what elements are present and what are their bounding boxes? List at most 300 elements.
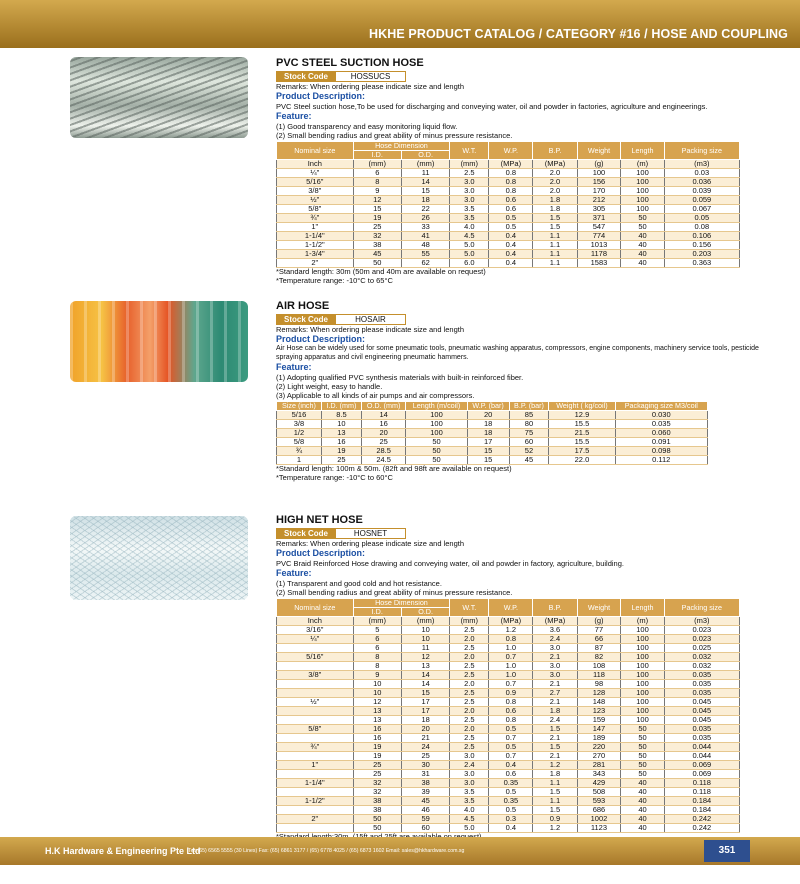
table-cell: 60 [509, 438, 549, 447]
page-number: 351 [704, 840, 750, 862]
table-cell: 5.0 [450, 824, 489, 833]
table-cell: (MPa) [489, 617, 533, 626]
table-cell: 3/8" [277, 187, 354, 196]
table-cell: 1583 [577, 259, 621, 268]
table-cell: 2.0 [533, 178, 577, 187]
table-cell: 0.106 [664, 232, 739, 241]
feature-heading: Feature: [276, 568, 312, 578]
table-cell: 14 [401, 680, 449, 689]
table-cell: 3.0 [450, 196, 489, 205]
table-cell: 1.0 [489, 671, 533, 680]
table-cell: 40 [621, 259, 664, 268]
feature-3: (3) Applicable to all kinds of air pumps and air compressors. [276, 391, 475, 400]
table-cell: 9 [353, 187, 401, 196]
table-cell: 100 [621, 689, 664, 698]
table-cell: 10 [401, 626, 449, 635]
table-cell: 18 [401, 716, 449, 725]
table-cell: 2.5 [450, 716, 489, 725]
table-cell: (m3) [664, 160, 739, 169]
table-cell: 2.5 [450, 626, 489, 635]
table-cell: 1.8 [533, 770, 577, 779]
table-cell: 50 [621, 761, 664, 770]
table-cell: ¾" [277, 214, 354, 223]
table-cell: 2.7 [533, 689, 577, 698]
table-cell: 1 [277, 456, 322, 465]
table-cell: 0.184 [664, 797, 739, 806]
table-cell: 40 [621, 779, 664, 788]
table-cell: 24.5 [361, 456, 405, 465]
table-cell: 50 [621, 734, 664, 743]
table-cell: 4.5 [450, 232, 489, 241]
table-cell: 33 [401, 223, 449, 232]
table-cell: 100 [406, 411, 467, 420]
table-cell: 1.8 [533, 707, 577, 716]
table-cell: 8 [353, 662, 401, 671]
table-cell: ½" [277, 698, 354, 707]
table-cell: 2.4 [533, 635, 577, 644]
table-cell: 593 [577, 797, 621, 806]
table-cell: 2.4 [450, 761, 489, 770]
table-cell: 19 [353, 752, 401, 761]
table-cell: 2.0 [533, 169, 577, 178]
feature-1: (1) Transparent and good cold and hot resistance. [276, 579, 442, 588]
table-cell: 3/8 [277, 420, 322, 429]
table-cell: 12.9 [549, 411, 615, 420]
table-cell: 0.069 [664, 770, 739, 779]
table-cell: 20 [467, 411, 509, 420]
table-cell: 48 [401, 241, 449, 250]
table-cell: ¾ [277, 447, 322, 456]
table-cell: 2.5 [450, 644, 489, 653]
table-cell: 2.1 [533, 680, 577, 689]
table-cell: 50 [621, 725, 664, 734]
table-cell: 40 [621, 806, 664, 815]
table-cell: 1.1 [533, 797, 577, 806]
table-cell: 4.0 [450, 223, 489, 232]
table-cell: 18 [467, 420, 509, 429]
note-temperature: *Temperature range: -10°C to 60°C [276, 472, 393, 482]
table-cell: (m) [621, 617, 664, 626]
table-cell: 3.5 [450, 205, 489, 214]
table-cell: 3/8" [277, 671, 354, 680]
table-cell: 8 [353, 178, 401, 187]
table-cell: 0.203 [664, 250, 739, 259]
table-cell: 1.5 [533, 806, 577, 815]
table-cell: ¼" [277, 635, 354, 644]
table-cell: 50 [353, 824, 401, 833]
table-cell: 60 [401, 824, 449, 833]
table-cell: 0.8 [489, 716, 533, 725]
table-cell: 0.184 [664, 806, 739, 815]
table-cell: 19 [353, 743, 401, 752]
table-cell: 1.1 [533, 250, 577, 259]
table-cell: Inch [277, 617, 354, 626]
table-cell: 3.5 [450, 214, 489, 223]
table-cell: 1-3/4" [277, 250, 354, 259]
table-cell: 50 [353, 259, 401, 268]
table-cell: 38 [353, 241, 401, 250]
section-title: AIR HOSE [276, 300, 330, 312]
table-cell: 0.5 [489, 788, 533, 797]
table-cell: ½" [277, 196, 354, 205]
contact-info: Tel: (65) 6565 5555 (30 Lines) Fax: (65) 6861 3177 / (65) 6778 4025 / (65) 6873 1602 Email: sales@hkhardware.com.sg [188, 848, 465, 854]
table-cell: 1" [277, 223, 354, 232]
table-cell: 156 [577, 178, 621, 187]
table-cell: 6 [353, 635, 401, 644]
table-cell: 21.5 [549, 429, 615, 438]
table-cell: 0.032 [664, 653, 739, 662]
table-cell: 25 [353, 770, 401, 779]
table-cell: 50 [621, 223, 664, 232]
table-cell: 15 [467, 456, 509, 465]
table-cell: 14 [361, 411, 405, 420]
table-cell: (g) [577, 160, 621, 169]
table-cell: 108 [577, 662, 621, 671]
table-cell: (mm) [353, 160, 401, 169]
table-cell: 1-1/2" [277, 797, 354, 806]
table-cell: 2.5 [450, 689, 489, 698]
note-temperature: *Temperature range: -10°C to 65°C [276, 275, 393, 285]
stock-code [276, 71, 776, 82]
table-cell: 11 [401, 169, 449, 178]
description-heading: Product Description: [276, 91, 366, 101]
col-weight: Weight [577, 142, 621, 160]
table-cell: 17 [401, 707, 449, 716]
table-cell: 0.05 [664, 214, 739, 223]
table-cell: 22 [401, 205, 449, 214]
table-cell: 2.1 [533, 653, 577, 662]
table-cell: 55 [401, 250, 449, 259]
table-cell: 0.08 [664, 223, 739, 232]
table-cell: 100 [621, 178, 664, 187]
table-cell: 1/2 [277, 429, 322, 438]
table-cell: 41 [401, 232, 449, 241]
table-cell: 14 [401, 671, 449, 680]
feature-heading: Feature: [276, 362, 312, 372]
table-cell: 100 [577, 169, 621, 178]
table-cell: 25 [353, 761, 401, 770]
col-bp: B.P. [533, 599, 577, 617]
table-cell: 1.1 [533, 779, 577, 788]
table-cell: 148 [577, 698, 621, 707]
table-cell [277, 680, 354, 689]
table-cell: 0.6 [489, 707, 533, 716]
col-wt: W.T. [450, 142, 489, 160]
col-id: I.D. [353, 608, 401, 617]
table-cell: 19 [321, 447, 361, 456]
table-cell: 3.0 [450, 770, 489, 779]
table-cell: 4.0 [450, 806, 489, 815]
table-cell: 10 [321, 420, 361, 429]
table-cell: 3.0 [533, 662, 577, 671]
table-cell: 5/16" [277, 178, 354, 187]
table-cell: 1.1 [533, 259, 577, 268]
table-cell: 16 [353, 725, 401, 734]
table-cell: 2.5 [450, 743, 489, 752]
table-cell: 100 [621, 196, 664, 205]
table-cell: 20 [401, 725, 449, 734]
table-cell: 22.0 [549, 456, 615, 465]
table-cell: 100 [621, 205, 664, 214]
table-cell: 45 [401, 797, 449, 806]
table-cell: 32 [353, 788, 401, 797]
table-cell: 170 [577, 187, 621, 196]
table-cell: 270 [577, 752, 621, 761]
table-cell: 0.6 [489, 205, 533, 214]
table-cell: 62 [401, 259, 449, 268]
table-cell: 0.4 [489, 241, 533, 250]
feature-1: (1) Adopting qualified PVC synthesis materials with built-in reinforced fiber. [276, 373, 524, 382]
table-cell: 159 [577, 716, 621, 725]
table-cell: 18 [401, 196, 449, 205]
table-cell: 0.4 [489, 250, 533, 259]
table-cell: 547 [577, 223, 621, 232]
table-cell: 1.1 [533, 241, 577, 250]
table-cell: 429 [577, 779, 621, 788]
table-cell: (mm) [450, 617, 489, 626]
table-cell: ¼" [277, 169, 354, 178]
stock-code [276, 528, 776, 539]
table-cell: 100 [621, 716, 664, 725]
table-cell: 75 [509, 429, 549, 438]
table-cell: 13 [321, 429, 361, 438]
table-cell: 40 [621, 241, 664, 250]
table-cell: 98 [577, 680, 621, 689]
remarks: Remarks: When ordering please indicate size and length [276, 539, 465, 548]
table-cell: 0.067 [664, 205, 739, 214]
table-cell: 1123 [577, 824, 621, 833]
spec-table [276, 141, 740, 268]
table-cell: 17.5 [549, 447, 615, 456]
col-wt: W.T. [450, 599, 489, 617]
table-cell: 3.0 [450, 187, 489, 196]
table-cell: 20 [361, 429, 405, 438]
table-cell: 5/8" [277, 205, 354, 214]
table-cell: 8.5 [321, 411, 361, 420]
table-cell: 50 [406, 438, 467, 447]
table-cell: 12 [353, 698, 401, 707]
table-cell: 0.060 [615, 429, 708, 438]
table-cell: 50 [621, 743, 664, 752]
column-header: O.D. (mm) [361, 402, 405, 411]
table-cell: 30 [401, 761, 449, 770]
col-nominal: Nominal size [277, 599, 354, 617]
table-cell: 123 [577, 707, 621, 716]
table-cell: 10 [353, 689, 401, 698]
description-heading: Product Description: [276, 548, 366, 558]
table-cell: 2.5 [450, 662, 489, 671]
stock-code-label: Stock Code [276, 528, 336, 539]
table-cell: 2.1 [533, 752, 577, 761]
table-cell: 100 [406, 420, 467, 429]
table-cell: (mm) [401, 160, 449, 169]
table-cell: 0.118 [664, 779, 739, 788]
table-cell: 0.045 [664, 707, 739, 716]
table-cell: 16 [353, 734, 401, 743]
table-cell: 6.0 [450, 259, 489, 268]
table-cell: 25 [353, 223, 401, 232]
table-cell: 38 [353, 797, 401, 806]
table-cell: 100 [621, 707, 664, 716]
table-cell: (MPa) [533, 617, 577, 626]
table-cell: ¾" [277, 743, 354, 752]
table-cell: 0.039 [664, 187, 739, 196]
table-cell: 40 [621, 788, 664, 797]
note-length: *Standard length: 100m & 50m. (82ft and 98ft are available on request) [276, 464, 512, 473]
table-cell: 2.1 [533, 734, 577, 743]
table-cell: 87 [577, 644, 621, 653]
table-cell: 100 [621, 644, 664, 653]
table-cell: 0.7 [489, 680, 533, 689]
table-cell: 12 [401, 653, 449, 662]
table-cell: 686 [577, 806, 621, 815]
table-cell: 50 [621, 214, 664, 223]
table-cell: 118 [577, 671, 621, 680]
table-cell: 15.5 [549, 420, 615, 429]
column-header: Packaging size M3/coil [615, 402, 708, 411]
table-cell: 50 [621, 752, 664, 761]
table-cell: 0.5 [489, 806, 533, 815]
table-cell: 0.6 [489, 196, 533, 205]
table-cell: 1.0 [489, 644, 533, 653]
table-cell: 371 [577, 214, 621, 223]
table-cell: 26 [401, 214, 449, 223]
table-cell: 0.045 [664, 716, 739, 725]
col-length: Length [621, 599, 664, 617]
table-cell: 0.035 [664, 725, 739, 734]
table-cell: 1.2 [489, 626, 533, 635]
table-cell: 2.4 [533, 716, 577, 725]
catalog-title: HKHE PRODUCT CATALOG / CATEGORY #16 / HOSE AND COUPLING [369, 27, 788, 41]
feature-heading: Feature: [276, 111, 312, 121]
table-cell: 1.1 [533, 232, 577, 241]
table-cell: 343 [577, 770, 621, 779]
footer-bar [0, 837, 800, 865]
table-cell: 16 [321, 438, 361, 447]
table-cell: 0.091 [615, 438, 708, 447]
col-packing: Packing size [664, 599, 739, 617]
table-cell: 16 [361, 420, 405, 429]
table-cell: 1.2 [533, 761, 577, 770]
table-cell: 0.035 [615, 420, 708, 429]
table-cell: 100 [621, 169, 664, 178]
table-cell: 2.0 [533, 187, 577, 196]
table-cell: 2" [277, 259, 354, 268]
table-cell: 1.5 [533, 725, 577, 734]
table-cell: 17 [467, 438, 509, 447]
table-cell: 50 [406, 447, 467, 456]
table-cell: 100 [621, 626, 664, 635]
table-cell: 3.0 [533, 671, 577, 680]
table-cell: 0.5 [489, 725, 533, 734]
table-cell: 0.023 [664, 635, 739, 644]
table-cell: 0.156 [664, 241, 739, 250]
table-cell: (mm) [353, 617, 401, 626]
table-cell: 85 [509, 411, 549, 420]
description: Air Hose can be widely used for some pneumatic tools, pneumatic washing apparatus, compressors, engine components, machinery service tools, pesticide spraying apparatus and civil engineering pneumatic hammers. [276, 345, 759, 361]
table-cell: 281 [577, 761, 621, 770]
stock-code-value: HOSSUCS [336, 71, 406, 82]
table-cell: 2.5 [450, 671, 489, 680]
table-cell: 18 [467, 429, 509, 438]
table-cell: 100 [621, 653, 664, 662]
table-cell: 1.5 [533, 788, 577, 797]
col-wp: W.P. [489, 142, 533, 160]
description-heading: Product Description: [276, 334, 366, 344]
table-cell: 0.032 [664, 662, 739, 671]
air-hose-photo [70, 301, 248, 382]
table-cell: 0.35 [489, 797, 533, 806]
table-cell: 0.5 [489, 223, 533, 232]
table-cell: 4.5 [450, 815, 489, 824]
table-cell: 2.0 [450, 635, 489, 644]
col-wp: W.P. [489, 599, 533, 617]
col-od: O.D. [401, 608, 449, 617]
table-cell: 0.059 [664, 196, 739, 205]
table-cell: 82 [577, 653, 621, 662]
table-cell: 5.0 [450, 250, 489, 259]
table-cell: 38 [401, 779, 449, 788]
table-cell: 80 [509, 420, 549, 429]
table-cell: 45 [353, 250, 401, 259]
section-title: HIGH NET HOSE [276, 514, 363, 526]
table-cell: 25 [361, 438, 405, 447]
col-dimension: Hose Dimension [353, 599, 450, 608]
col-dimension: Hose Dimension [353, 142, 450, 151]
table-cell: 40 [621, 232, 664, 241]
table-cell: 1.5 [533, 743, 577, 752]
table-cell: 52 [509, 447, 549, 456]
table-cell: 2.0 [450, 680, 489, 689]
table-cell: 31 [401, 770, 449, 779]
description: PVC Braid Reinforced Hose drawing and conveying water, oil and powder in factory, agriculture, building. [276, 559, 624, 568]
table-cell: 0.9 [533, 815, 577, 824]
table-cell: 1.8 [533, 205, 577, 214]
table-cell: 0.8 [489, 178, 533, 187]
table-cell: 0.030 [615, 411, 708, 420]
company-name: H.K Hardware & Engineering Pte Ltd [45, 846, 201, 856]
table-cell: 2.5 [450, 698, 489, 707]
table-cell: 128 [577, 689, 621, 698]
remarks: Remarks: When ordering please indicate size and length [276, 82, 465, 91]
table-cell: 3.0 [450, 752, 489, 761]
table-cell: 2.1 [533, 698, 577, 707]
table-cell: 0.7 [489, 752, 533, 761]
table-cell: 59 [401, 815, 449, 824]
table-cell: 1.8 [533, 196, 577, 205]
remarks: Remarks: When ordering please indicate size and length [276, 325, 465, 334]
column-header: I.D. (mm) [321, 402, 361, 411]
table-cell: Inch [277, 160, 354, 169]
table-cell: 0.035 [664, 680, 739, 689]
table-cell: 13 [401, 662, 449, 671]
section-high-net-hose [276, 514, 776, 850]
table-cell: 0.045 [664, 698, 739, 707]
table-cell: 2.0 [450, 653, 489, 662]
stock-code-value: HOSNET [336, 528, 406, 539]
table-cell: 189 [577, 734, 621, 743]
table-cell: 0.035 [664, 671, 739, 680]
table-cell: 40 [621, 250, 664, 259]
table-cell: 3.0 [450, 178, 489, 187]
table-cell: 0.112 [615, 456, 708, 465]
feature-2: (2) Small bending radius and great ability of minus pressure resistance. [276, 588, 513, 597]
table-cell: 0.242 [664, 824, 739, 833]
table-cell: 5/8 [277, 438, 322, 447]
table-cell: 17 [401, 698, 449, 707]
table-cell: 0.4 [489, 824, 533, 833]
col-id: I.D. [353, 151, 401, 160]
